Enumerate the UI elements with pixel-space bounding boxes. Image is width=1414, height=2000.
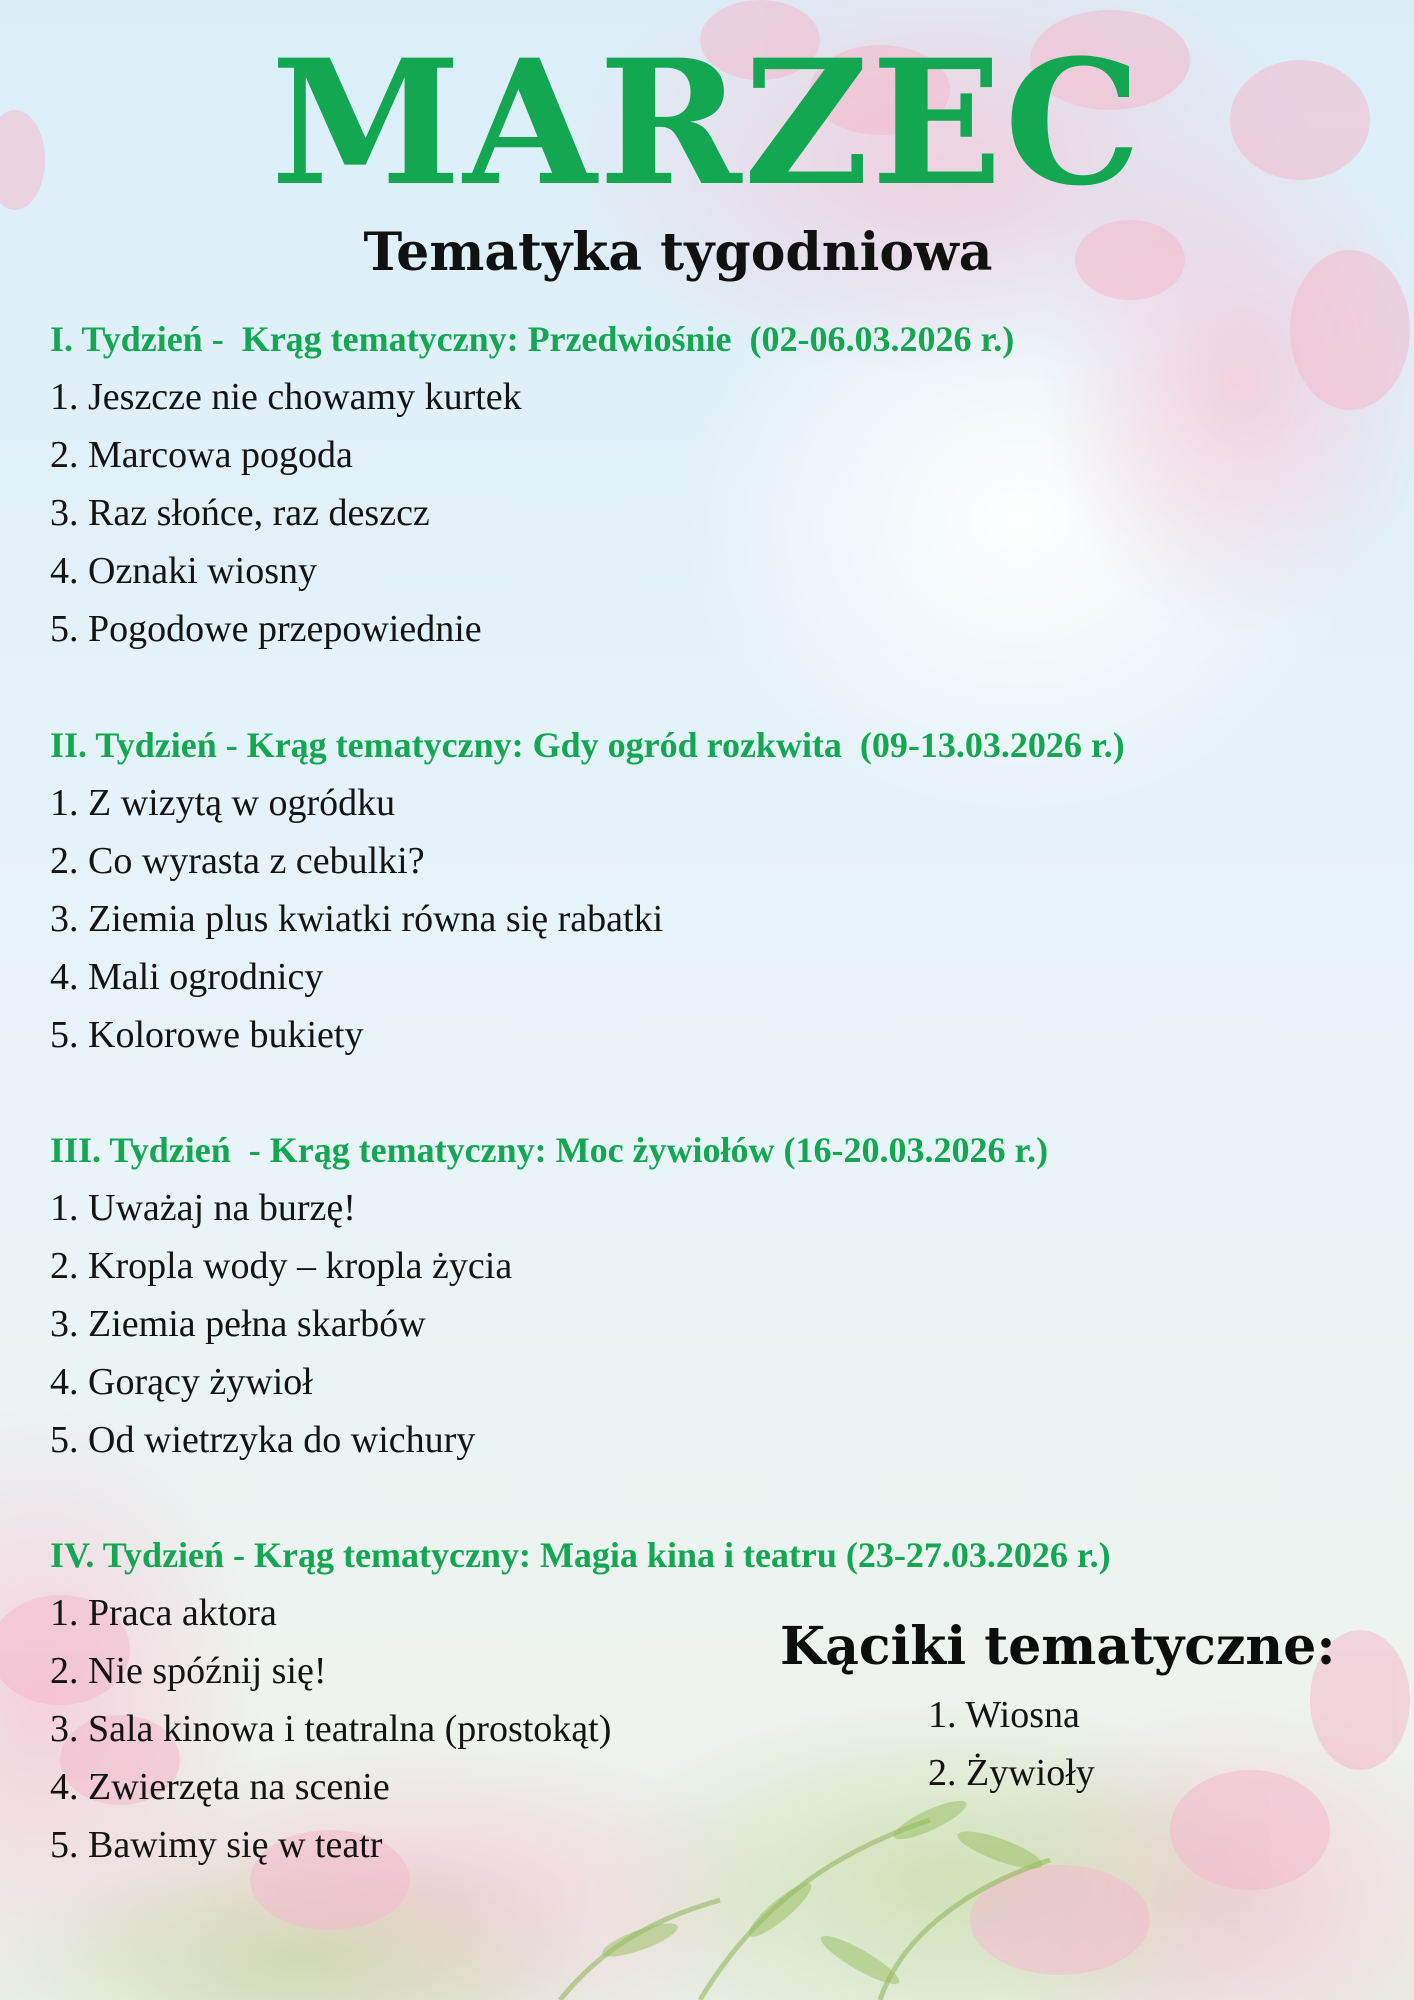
week-1-topic-list [50,368,1370,658]
theme-corners-list [928,1686,1340,1802]
week-4-topic: 5. Bawimy się w teatr [50,1824,383,1866]
week-2-heading: II. Tydzień - Krąg tematyczny: Gdy ogród rozkwita (09-13.03.2026 r.) [50,725,1125,765]
week-1-topic: 2. Marcowa pogoda [50,434,353,476]
week-1-heading: I. Tydzień - Krąg tematyczny: Przedwiośnie (02-06.03.2026 r.) [50,319,1015,359]
week-2-topic: 1. Z wizytą w ogródku [50,782,396,824]
week-4-topic: 3. Sala kinowa i teatralna (prostokąt) [50,1708,612,1750]
page-subtitle: Tematyka tygodniowa [363,222,993,283]
week-1-section [50,310,1370,658]
week-3-topic: 1. Uważaj na burzę! [50,1187,356,1229]
week-3-topic: 2. Kropla wody – kropla życia [50,1245,513,1287]
theme-corner-item: 1. Wiosna [928,1694,1080,1736]
week-1-topic: 3. Raz słońce, raz deszcz [50,492,430,534]
week-4-topic: 1. Praca aktora [50,1592,277,1634]
week-2-topic: 3. Ziemia plus kwiatki równa się rabatki [50,898,664,940]
week-3-topic: 4. Gorący żywioł [50,1361,313,1403]
page-title: MARZEC [270,21,1144,224]
week-3-topic-list [50,1179,1370,1469]
week-4-topic: 2. Nie spóźnij się! [50,1650,327,1692]
week-4-topic: 4. Zwierzęta na scenie [50,1766,390,1808]
week-2-section [50,716,1370,1064]
week-2-topic: 5. Kolorowe bukiety [50,1014,364,1056]
theme-corners-section [780,1612,1340,1802]
week-2-topic: 2. Co wyrasta z cebulki? [50,840,425,882]
week-2-topic: 4. Mali ogrodnicy [50,956,324,998]
week-3-heading: III. Tydzień - Krąg tematyczny: Moc żywiołów (16-20.03.2026 r.) [50,1130,1049,1170]
theme-corner-item: 2. Żywioły [928,1752,1095,1794]
week-4-heading: IV. Tydzień - Krąg tematyczny: Magia kina i teatru (23-27.03.2026 r.) [50,1535,1111,1575]
week-3-section [50,1121,1370,1469]
week-1-topic: 5. Pogodowe przepowiednie [50,608,482,650]
week-3-topic: 5. Od wietrzyka do wichury [50,1419,476,1461]
theme-corners-heading: Kąciki tematyczne: [780,1616,1336,1677]
week-3-topic: 3. Ziemia pełna skarbów [50,1303,426,1345]
week-1-topic: 4. Oznaki wiosny [50,550,318,592]
week-1-topic: 1. Jeszcze nie chowamy kurtek [50,376,522,418]
week-2-topic-list [50,774,1370,1064]
